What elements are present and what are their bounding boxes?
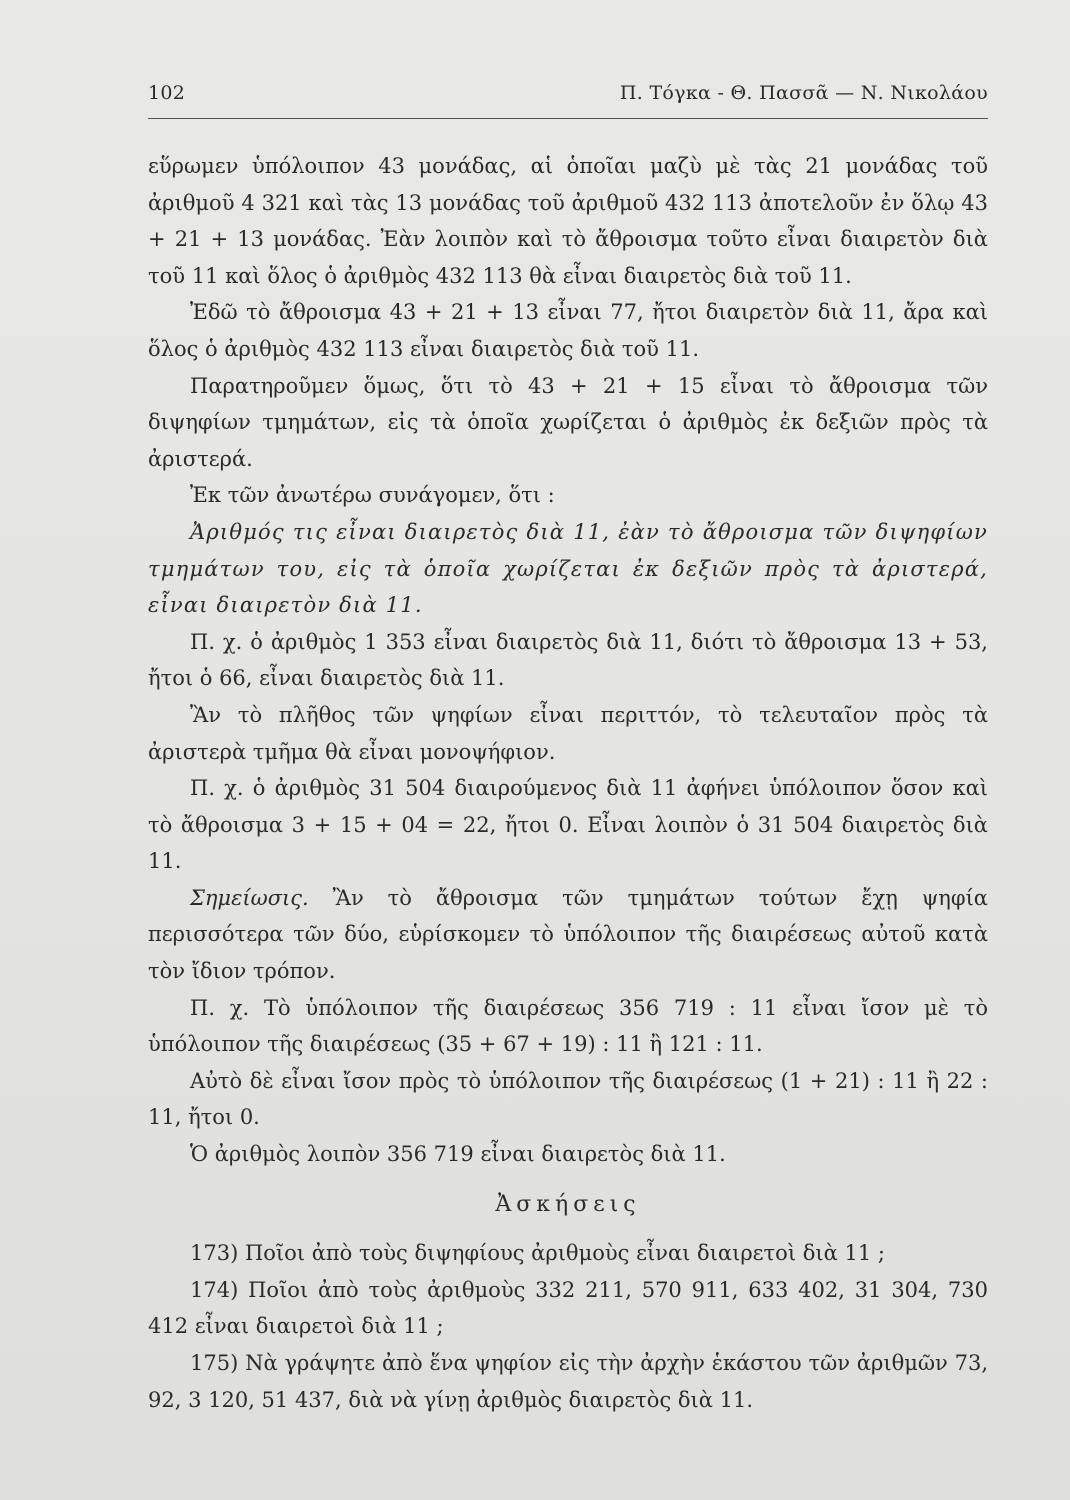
note-label: Σημείωσις.: [190, 885, 309, 910]
exercise-item: 173) Ποῖοι ἀπὸ τοὺς διψηφίους ἀριθμοὺς εἶναι διαιρετοὶ διὰ 11 ;: [190, 1241, 885, 1266]
paragraph: εὕρωμεν ὑπόλοιπον 43 μονάδας, αἱ ὁποῖαι μαζὺ μὲ τὰς 21 μονάδας τοῦ ἀριθμοῦ 4 321 καὶ τὰς 13 μονάδας τοῦ ἀριθμοῦ 432 113 ἀποτελοῦν ἐν ὅλῳ 43 + 21 + 13 μονάδας. Ἐὰν λοιπὸν καὶ τὸ ἄθροισμα τοῦτο εἶναι διαιρετὸν διὰ τοῦ 11 καὶ ὅλος ὁ ἀριθμὸς 432 113 θὰ εἶναι διαιρετὸς διὰ τοῦ 11.: [148, 154, 988, 288]
paragraph: Αὐτὸ δὲ εἶναι ἴσον πρὸς τὸ ὑπόλοιπον τῆς διαιρέσεως (1 + 21) : 11 ἢ 22 : 11, ἤτοι 0.: [148, 1068, 988, 1130]
page-body: [148, 148, 988, 1418]
exercise-item: 175) Νὰ γράψητε ἀπὸ ἕνα ψηφίον εἰς τὴν ἀρχὴν ἑκάστου τῶν ἀριθμῶν 73, 92, 3 120, 51 437, διὰ νὰ γίνῃ ἀριθμὸς διαιρετὸς διὰ 11.: [148, 1351, 988, 1412]
paragraph: Παρατηροῦμεν ὅμως, ὅτι τὸ 43 + 21 + 15 εἶναι τὸ ἄθροισμα τῶν διψηφίων τμημάτων, εἰς τὰ ὁποῖα χωρίζεται ὁ ἀριθμὸς ἐκ δεξιῶν πρὸς τὰ ἀριστερά.: [148, 373, 988, 471]
paragraph: Ὁ ἀριθμὸς λοιπὸν 356 719 εἶναι διαιρετὸς διὰ 11.: [190, 1142, 726, 1167]
header-rule: [148, 118, 988, 119]
exercises-title: Ἀσκήσεις: [495, 1191, 641, 1217]
paragraph: Π. χ. ὁ ἀριθμὸς 1 353 εἶναι διαιρετὸς διὰ 11, διότι τὸ ἄθροισμα 13 + 53, ἤτοι ὁ 66, εἶναι διαιρετὸς διὰ 11.: [148, 629, 988, 691]
note-text: Ἂν τὸ ἄθροισμα τῶν τμημάτων τούτων ἔχῃ ψηφία περισσότερα τῶν δύο, εὑρίσκομεν τὸ ὑπόλοιπον τῆς διαιρέσεως αὐτοῦ κατὰ τὸν ἴδιον τρόπον.: [148, 885, 988, 984]
page-number: 102: [148, 82, 186, 104]
paragraph: Π. χ. ὁ ἀριθμὸς 31 504 διαιρούμενος διὰ 11 ἀφήνει ὑπόλοιπον ὅσον καὶ τὸ ἄθροισμα 3 + 15 + 04 = 22, ἤτοι 0. Εἶναι λοιπὸν ὁ 31 504 διαιρετὸς διὰ 11.: [148, 776, 988, 874]
divisibility-rule: Ἀριθμός τις εἶναι διαιρετὸς διὰ 11, ἐὰν τὸ ἄθροισμα τῶν διψηφίων τμημάτων του, εἰς τὰ ὁποῖα χωρίζεται ἐκ δεξιῶν πρὸς τὰ ἀριστερά, εἶναι διαιρετὸν διὰ 11.: [148, 519, 988, 618]
paragraph: Π. χ. Τὸ ὑπόλοιπον τῆς διαιρέσεως 356 719 : 11 εἶναι ἴσον μὲ τὸ ὑπόλοιπον τῆς διαιρέσεως (35 + 67 + 19) : 11 ἢ 121 : 11.: [148, 995, 988, 1057]
paragraph: Ἐδῶ τὸ ἄθροισμα 43 + 21 + 13 εἶναι 77, ἤτοι διαιρετὸν διὰ 11, ἄρα καὶ ὅλος ὁ ἀριθμὸς 432 113 εἶναι διαιρετὸς διὰ τοῦ 11.: [148, 300, 988, 361]
running-head-authors: Π. Τόγκα - Θ. Πασσᾶ — Ν. Νικολάου: [619, 82, 988, 104]
exercise-item: 174) Ποῖοι ἀπὸ τοὺς ἀριθμοὺς 332 211, 570 911, 633 402, 31 304, 730 412 εἶναι διαιρετοὶ διὰ 11 ;: [148, 1277, 988, 1339]
note-paragraph: [148, 880, 988, 990]
paragraph: Ἐκ τῶν ἀνωτέρω συνάγομεν, ὅτι :: [190, 483, 555, 508]
paragraph: Ἂν τὸ πλῆθος τῶν ψηφίων εἶναι περιττόν, τὸ τελευταῖον πρὸς τὰ ἀριστερὰ τμῆμα θὰ εἶναι μονοψήφιον.: [148, 702, 988, 764]
